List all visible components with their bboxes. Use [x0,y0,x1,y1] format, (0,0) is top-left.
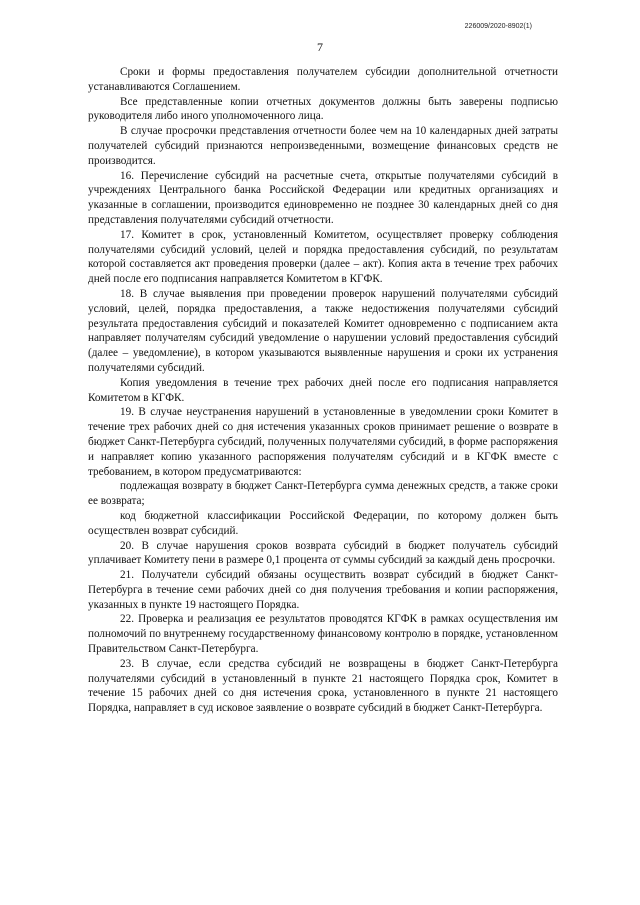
paragraph-18: 18. В случае выявления при проведении проверок нарушений получателями субсидий условий, целей, порядка предоставления, а также недостижения получателями субсидий результата предоставления субсидий и показателей Комитет одновременно с подписанием акта направляет получателям субсидий уведомление о нарушении условий предоставления субсидий (далее – уведомление), в котором указываются выявленные нарушения и сроки их устранения получателями субсидий. [88,287,558,374]
paragraph-22: 22. Проверка и реализация ее результатов проводятся КГФК в рамках осуществления им полномочий по внутреннему государственному финансовому контролю в порядке, установленном Правительством Санкт-Петербурга. [88,613,558,656]
document-id: 226009/2020-8902(1) [464,23,532,30]
paragraph-budget-code: код бюджетной классификации Российской Федерации, по которому должен быть осуществлен возврат субсидий. [88,509,558,537]
paragraph-23: 23. В случае, если средства субсидий не возвращены в бюджет Санкт-Петербурга получателями субсидий в установленный в пункте 21 настоящего Порядка срок, Комитет в течение 15 рабочих дней со дня истечения срока, установленного в пункте 21 настоящего Порядка, направляет в суд исковое заявление о возврате субсидий в бюджет Санкт-Петербурга. [88,657,558,715]
document-body [88,65,558,716]
paragraph-19: 19. В случае неустранения нарушений в установленные в уведомлении сроки Комитет в течение трех рабочих дней со дня истечения указанных сроков принимает решение о возврате в бюджет Санкт-Петербурга субсидий, полученных получателями субсидий, в форме распоряжения и направляет копию указанного распоряжения получателям субсидий и в КГФК вместе с требованием, в котором предусматриваются: [88,406,558,478]
paragraph-reporting-delay: В случае просрочки представления отчетности более чем на 10 календарных дней затраты получателей субсидий признаются непроизведенными, возмещение финансовых средств не производится. [88,125,558,167]
paragraph-notice-copy: Копия уведомления в течение трех рабочих дней после его подписания направляется Комитетом в КГФК. [88,376,558,404]
paragraph-16: 16. Перечисление субсидий на расчетные счета, открытые получателями субсидий в учреждениях Центрального банка Российской Федерации или кредитных организациях и указанные в соглашении, производится единовременно не позднее 30 календарных дней со дня представления получателями субсидий отчетности. [88,169,558,226]
page-number: 7 [317,40,323,54]
paragraph-17: 17. Комитет в срок, установленный Комитетом, осуществляет проверку соблюдения получателями субсидий условий, целей и порядка предоставления субсидий, по результатам которой составляется акт проведения проверки (далее – акт). Копия акта в течение трех рабочих дней после его подписания направляется Комитетом в КГФК. [88,228,558,286]
paragraph-20: 20. В случае нарушения сроков возврата субсидий в бюджет получатель субсидий уплачивает Комитету пени в размере 0,1 процента от суммы субсидий за каждый день просрочки. [88,539,558,567]
paragraph-21: 21. Получатели субсидий обязаны осуществить возврат субсидий в бюджет Санкт-Петербурга в течение семи рабочих дней со дня получения требования и копии распоряжения, указанных в пункте 19 настоящего Порядка. [88,569,558,611]
paragraph-reporting-forms: Сроки и формы предоставления получателем субсидии дополнительной отчетности устанавливаются Соглашением. [88,66,558,93]
paragraph-certified-copies: Все представленные копии отчетных документов должны быть заверены подписью руководителя либо иного уполномоченного лица. [88,95,558,123]
paragraph-return-amount: подлежащая возврату в бюджет Санкт-Петербурга сумма денежных средств, а также сроки ее возврата; [88,480,558,508]
